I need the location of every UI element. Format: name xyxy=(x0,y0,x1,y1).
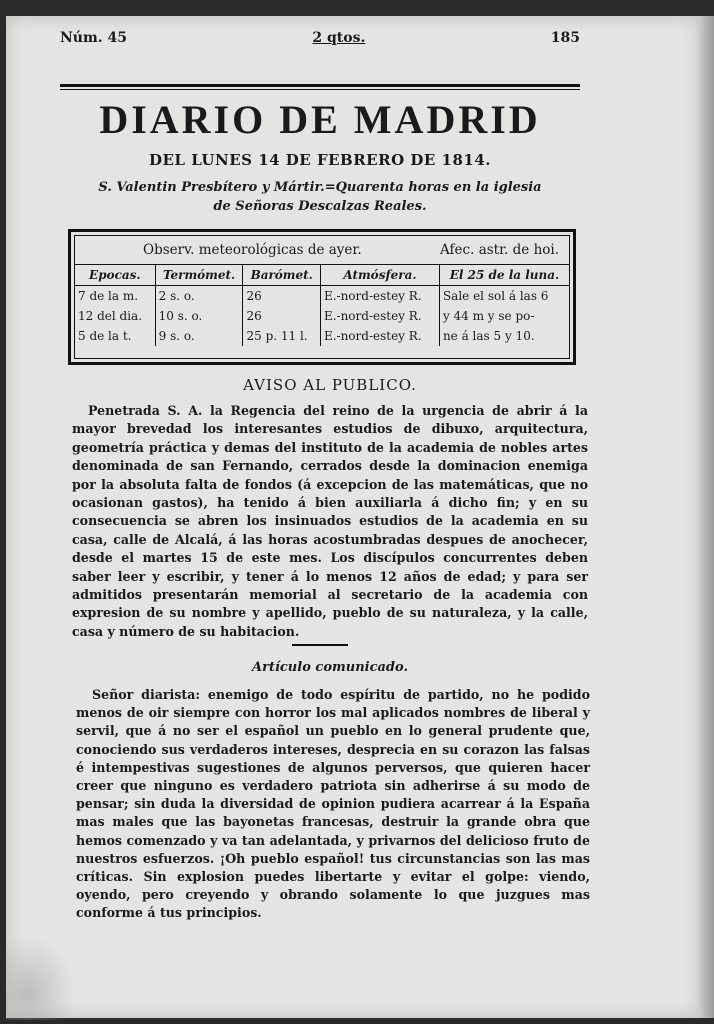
masthead-rule xyxy=(60,84,580,90)
table-cell: 10 s. o. xyxy=(155,306,243,326)
table-cell: 7 de la m. xyxy=(78,289,139,303)
table-cell: Sale el sol á las 6 xyxy=(439,286,569,307)
col-luna: El 25 de la luna. xyxy=(439,265,569,286)
quarto-count: 2 qtos. xyxy=(312,30,366,46)
table-cell: 12 del dia. xyxy=(78,309,143,323)
table-cell: 2 s. o. xyxy=(155,286,243,307)
table-cell: 25 p. 11 l. xyxy=(243,326,320,346)
saint-of-day xyxy=(70,178,570,216)
saint-line-1: S. Valentin Presbítero y Mártir.=Quarenta horas en la iglesia xyxy=(98,180,542,195)
issue-header xyxy=(60,30,580,46)
table-cell: 26 xyxy=(243,306,320,326)
table-cell: 9 s. o. xyxy=(155,326,243,346)
aviso-heading: AVISO AL PUBLICO. xyxy=(243,376,417,394)
table-row xyxy=(75,306,569,326)
table-row xyxy=(75,286,569,307)
col-barometro: Barómet. xyxy=(243,265,320,286)
articulo-paragraph: Señor diarista: enemigo de todo espíritu de partido, no he podido menos de oir siempre con horror los mal aplicados nombres de liberal y servil, que á no ser el español un pueblo en lo general prudente que, conociendo sus verdaderos intereses, desprecia en su corazon las falsas é intempestivas sugestiones de algunos perversos, que quieren hacer creer que ninguno es verdadero patriota sin adherirse á su modo de pensar; sin duda la diversidad de opinion pudiera acarrear á la España mas males que las bayonetas francesas, destruir la grande obra que hemos comenzado y va tan adelantada, y privarnos del delicioso fruto de nuestros esfuerzos. ¡Oh pueblo español! tus circunstancias son las mas críticas. Sin explosion puedes libertarte y evitar el golpe: viendo, oyendo, pero creyendo y obrando solamente lo que juzgues mas conforme á tus principios. xyxy=(76,687,590,921)
table-cell: E.-nord-estey R. xyxy=(320,306,439,326)
table-cell: 5 de la t. xyxy=(78,329,132,343)
table-cell: E.-nord-estey R. xyxy=(320,286,439,307)
articulo-heading: Artículo comunicado. xyxy=(252,660,408,675)
newspaper-title: DIARIO DE MADRID xyxy=(99,97,541,142)
weather-box xyxy=(68,229,576,365)
date-line: DEL LUNES 14 DE FEBRERO DE 1814. xyxy=(148,151,492,169)
weather-heading xyxy=(75,236,569,264)
saint-line-2: de Señoras Descalzas Reales. xyxy=(213,199,427,214)
col-atmosfera: Atmósfera. xyxy=(320,265,439,286)
section-divider xyxy=(292,644,348,646)
table-row xyxy=(75,326,569,346)
page-edge xyxy=(698,16,714,1018)
col-termometro: Termómet. xyxy=(155,265,243,286)
table-cell: E.-nord-estey R. xyxy=(320,326,439,346)
weather-heading-left: Observ. meteorológicas de ayer. xyxy=(143,242,362,258)
table-cell: ne á las 5 y 10. xyxy=(439,326,569,346)
table-cell: y 44 m y se po- xyxy=(439,306,569,326)
table-cell: 26 xyxy=(243,286,320,307)
col-epocas: Epocas. xyxy=(75,265,155,286)
paper-stain xyxy=(6,935,76,1020)
weather-heading-right: Afec. astr. de hoi. xyxy=(440,242,559,258)
weather-table xyxy=(75,264,569,346)
aviso-paragraph: Penetrada S. A. la Regencia del reino de la urgencia de abrir á la mayor brevedad los interesantes estudios de dibuxo, arquitectura, geometría práctica y demas del instituto de la academia de nobles artes denominada de san Fernando, cerrados desde la dominacion enemiga por la absoluta falta de fondos (á excepcion de las matemáticas, que no ocasionan gastos), ha tenido á bien auxiliarla á dicho fin; y en su consecuencia se abren los insinuados estudios de la academia en su casa, calle de Alcalá, á las horas acostumbradas despues de anochecer, desde el martes 15 de este mes. Los discípulos concurrentes deben saber leer y escribir, y tener á lo menos 12 años de edad; y para ser admitidos presentarán memorial al secretario de la academia con expresion de su nombre y apellido, pueblo de su naturaleza, y la calle, casa y número de su habitacion. xyxy=(72,403,588,639)
page-number: 185 xyxy=(550,30,580,46)
issue-number: Núm. 45 xyxy=(60,30,128,46)
